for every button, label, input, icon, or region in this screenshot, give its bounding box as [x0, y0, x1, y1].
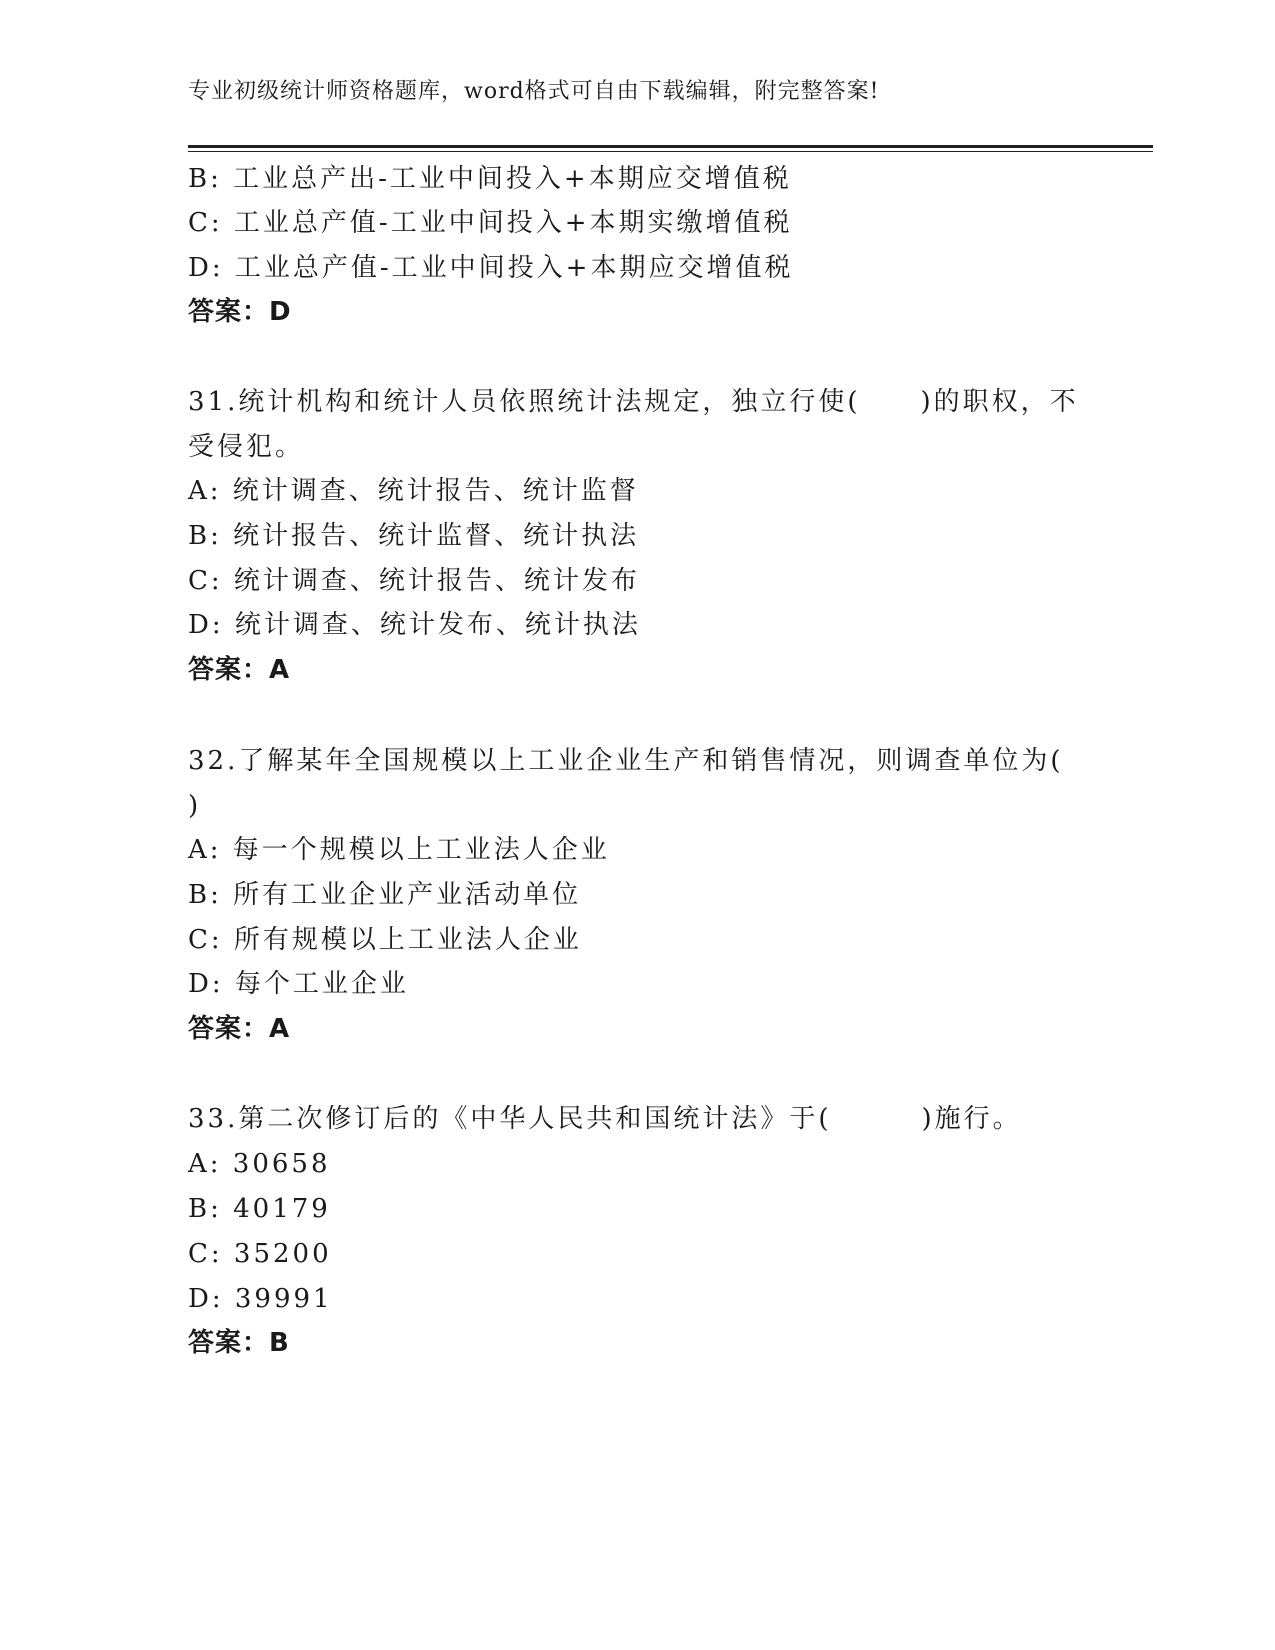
- q32-option-d: D: 每个工业企业: [188, 969, 409, 999]
- q30-answer: 答案：D: [188, 297, 292, 327]
- q33-option-b: B: 40179: [188, 1194, 331, 1224]
- q32-stem-line1: 32.了解某年全国规模以上工业企业生产和销售情况，则调查单位为(: [188, 746, 1064, 776]
- q31-stem-line2: 受侵犯。: [188, 432, 305, 462]
- q31-option-d: D: 统计调查、统计发布、统计执法: [188, 610, 641, 640]
- q31-stem-part1: 31.统计机构和统计人员依照统计法规定，独立行使(: [188, 387, 861, 417]
- q32-option-a: A: 每一个规模以上工业法人企业: [188, 835, 610, 865]
- q33-option-a: A: 30658: [188, 1149, 331, 1179]
- q32-stem-line2: ): [188, 791, 202, 821]
- q33-option-c: C: 35200: [188, 1239, 332, 1269]
- q31-option-a: A: 统计调查、统计报告、统计监督: [188, 476, 639, 506]
- q33-stem-part1: 33.第二次修订后的《中华人民共和国统计法》于(: [188, 1104, 832, 1134]
- q32-option-c: C: 所有规模以上工业法人企业: [188, 925, 582, 955]
- q33-answer: 答案：B: [188, 1328, 290, 1358]
- q31-option-c: C: 统计调查、统计报告、统计发布: [188, 566, 640, 596]
- q33-option-d: D: 39991: [188, 1284, 333, 1314]
- q32-option-b: B: 所有工业企业产业活动单位: [188, 880, 582, 910]
- page-header: 专业初级统计师资格题库，word格式可自由下载编辑，附完整答案!: [188, 79, 880, 104]
- q31-stem-line1: [188, 385, 1079, 419]
- q32-answer: 答案：A: [188, 1014, 291, 1044]
- q31-answer: 答案：A: [188, 655, 291, 685]
- q30-option-d: D: 工业总产值-工业中间投入+本期应交增值税: [188, 253, 794, 283]
- header-divider-thick: [188, 145, 1153, 148]
- q30-option-b: B: 工业总产出-工业中间投入+本期应交增值税: [188, 164, 792, 194]
- q33-stem: [188, 1102, 1022, 1136]
- q30-option-c: C: 工业总产值-工业中间投入+本期实缴增值税: [188, 208, 793, 238]
- header-divider-thin: [188, 151, 1153, 152]
- q31-stem-part2: )的职权，不: [920, 387, 1079, 417]
- q31-option-b: B: 统计报告、统计监督、统计执法: [188, 521, 640, 551]
- q33-stem-part2: )施行。: [921, 1104, 1022, 1134]
